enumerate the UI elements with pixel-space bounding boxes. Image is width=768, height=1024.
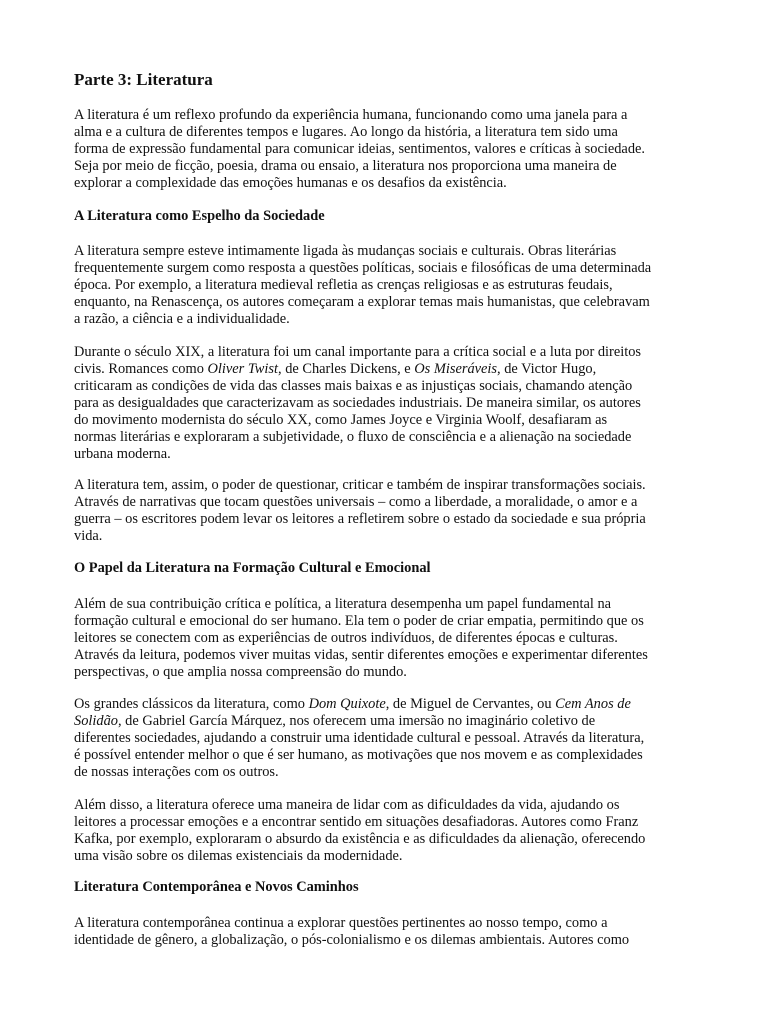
section2-paragraph-1 [74, 596, 694, 681]
text-run: civis. Romances como [74, 361, 208, 377]
text-line: urbana moderna. [74, 446, 171, 462]
text-line [74, 713, 694, 730]
book-title-dom-quixote: Dom Quixote [308, 696, 386, 712]
text-line [74, 361, 694, 378]
text-line: guerra – os escritores podem levar os leitores a refletirem sobre o estado da sociedade e sua própria [74, 511, 646, 527]
text-line: A literatura é um reflexo profundo da experiência humana, funcionando como uma janela para a [74, 107, 628, 123]
text-line: A literatura sempre esteve intimamente ligada às mudanças sociais e culturais. Obras literárias [74, 243, 617, 259]
section-heading-contemporanea: Literatura Contemporânea e Novos Caminhos [74, 879, 359, 895]
text-line: formação cultural e emocional do ser humano. Ela tem o poder de criar empatia, permitindo que os [74, 613, 644, 629]
text-line: a razão, a ciência e a individualidade. [74, 311, 290, 327]
text-line: para as desigualdades que caracterizavam as sociedades industriais. De maneira similar, os autores [74, 395, 641, 411]
book-title-cem-anos: Cem Anos de [555, 696, 631, 712]
intro-paragraph [74, 107, 694, 192]
text-line: Durante o século XIX, a literatura foi um canal importante para a crítica social e a luta por direitos [74, 344, 641, 360]
text-line: forma de expressão fundamental para comunicar ideias, sentimentos, valores e críticas à sociedade. [74, 141, 645, 157]
text-line: perspectivas, o que amplia nossa compreensão do mundo. [74, 664, 407, 680]
text-line: Kafka, por exemplo, exploraram o absurdo da existência e as dificuldades da alienação, oferecendo [74, 831, 646, 847]
text-line: Além de sua contribuição crítica e política, a literatura desempenha um papel fundamental na [74, 596, 612, 612]
text-line: explorar a complexidade das emoções humanas e os desafios da existência. [74, 175, 507, 191]
text-line: Além disso, a literatura oferece uma maneira de lidar com as dificuldades da vida, ajudando os [74, 797, 620, 813]
text-line: alma e a cultura de diferentes tempos e lugares. Ao longo da história, a literatura tem sido uma [74, 124, 618, 140]
text-line: identidade de gênero, a globalização, o pós-colonialismo e os dilemas ambientais. Autores como [74, 932, 630, 948]
text-line: Através de narrativas que tocam questões universais – como a liberdade, a moralidade, o amor e a [74, 494, 638, 510]
text-line: Através da leitura, podemos viver muitas vidas, sentir diferentes emoções e experimentar diferentes [74, 647, 648, 663]
text-line: uma visão sobre os dilemas existenciais da modernidade. [74, 848, 403, 864]
book-title-oliver-twist: Oliver Twist [207, 361, 278, 377]
text-line: enquanto, na Renascença, os autores começaram a explorar temas mais humanistas, que celebravam [74, 294, 650, 310]
text-line: leitores a processar emoções e a encontrar sentido em situações desafiadoras. Autores como Franz [74, 814, 639, 830]
text-line: de nossas interações com os outros. [74, 764, 279, 780]
text-line: criticaram as condições de vida das classes mais baixas e as injustiças sociais, chamando atenção [74, 378, 633, 394]
book-title-os-miseraveis: Os Miseráveis [414, 361, 498, 377]
section1-paragraph-1 [74, 243, 694, 328]
section2-paragraph-3 [74, 797, 694, 865]
section-heading-papel: O Papel da Literatura na Formação Cultural e Emocional [74, 560, 431, 576]
text-line: A literatura contemporânea continua a explorar questões pertinentes ao nosso tempo, como a [74, 915, 608, 931]
text-line: época. Por exemplo, a literatura medieval refletia as crenças religiosas e as estruturas feudais, [74, 277, 613, 293]
text-line [74, 696, 694, 713]
page-title: Parte 3: Literatura [74, 70, 213, 89]
section1-paragraph-3 [74, 477, 694, 545]
text-line: vida. [74, 528, 103, 544]
text-run: , de Miguel de Cervantes, ou [385, 696, 556, 712]
text-line: é possível entender melhor o que é ser humano, as motivações que nos movem e as complexidades [74, 747, 643, 763]
text-line: diferentes sociedades, ajudando a construir uma identidade cultural e pessoal. Através da literatura, [74, 730, 645, 746]
text-run: Os grandes clássicos da literatura, como [74, 696, 309, 712]
text-run: , de Gabriel García Márquez, nos oferecem uma imersão no imaginário coletivo de [117, 713, 596, 729]
section3-paragraph-1 [74, 915, 694, 949]
text-run: , de Victor Hugo, [497, 361, 597, 377]
text-line: A literatura tem, assim, o poder de questionar, criticar e também de inspirar transformações sociais. [74, 477, 646, 493]
text-line: frequentemente surgem como resposta a questões políticas, sociais e filosóficas de uma determinada [74, 260, 652, 276]
text-line: Seja por meio de ficção, poesia, drama ou ensaio, a literatura nos proporciona uma maneira de [74, 158, 617, 174]
text-line: normas literárias e exploraram a subjetividade, o fluxo de consciência e a alienação na sociedade [74, 429, 632, 445]
book-title-cem-anos-cont: Solidão [74, 713, 118, 729]
section-heading-espelho: A Literatura como Espelho da Sociedade [74, 208, 325, 224]
section1-paragraph-2 [74, 344, 694, 463]
text-line: leitores se conectem com as experiências de outros indivíduos, de diferentes épocas e culturas. [74, 630, 618, 646]
text-run: , de Charles Dickens, e [278, 361, 415, 377]
section2-paragraph-2 [74, 696, 694, 781]
text-line: do movimento modernista do século XX, como James Joyce e Virginia Woolf, desafiaram as [74, 412, 608, 428]
